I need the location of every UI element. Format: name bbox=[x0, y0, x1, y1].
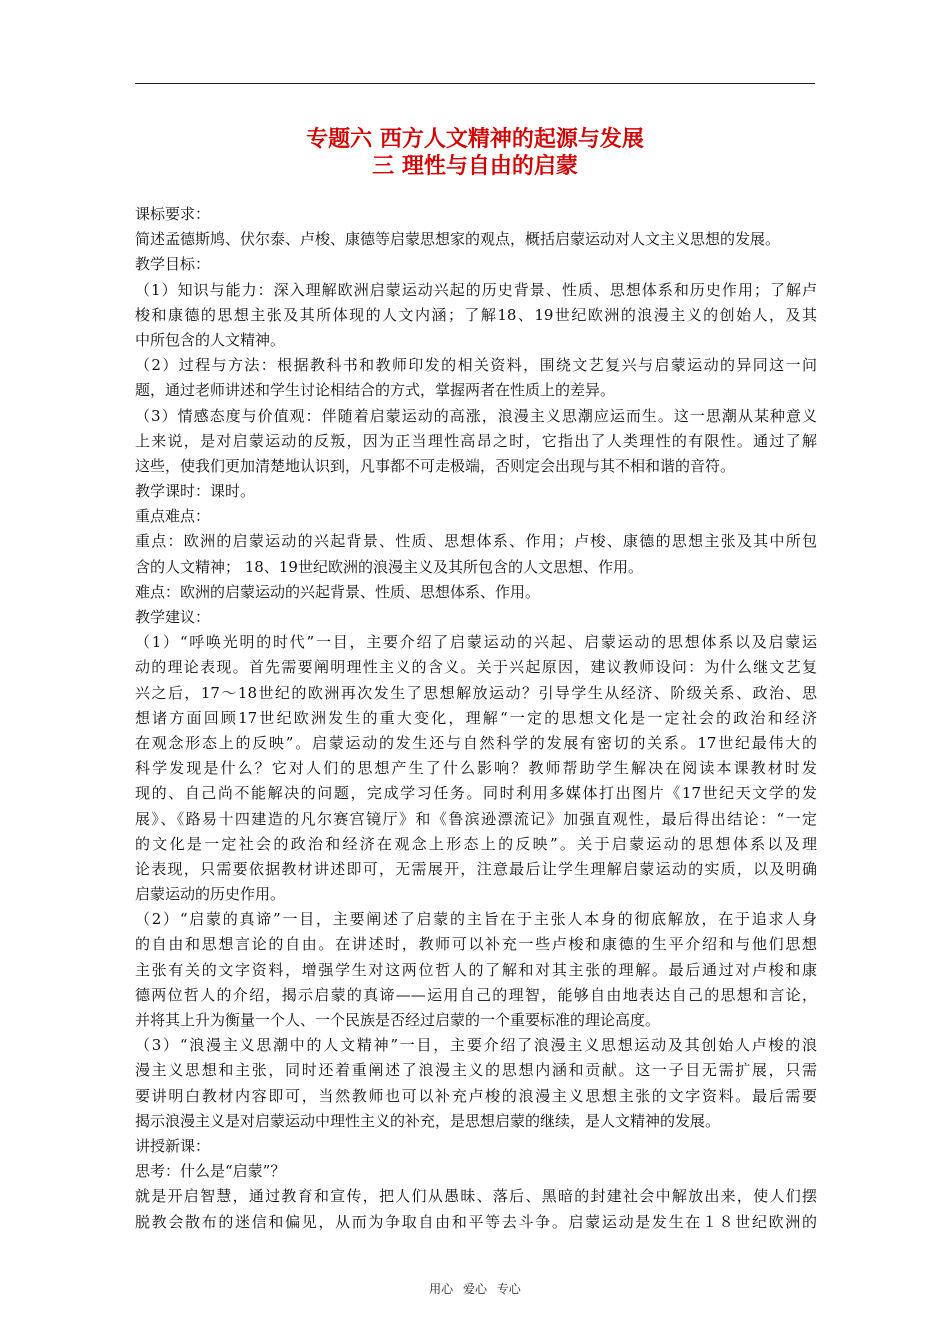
body-line: 想诸方面回顾17世纪欧洲发生的重大变化，理解“一定的思想文化是一定社会的政治和经济 bbox=[135, 708, 817, 727]
body-line: （2）“启蒙的真谛”一目，主要阐述了启蒙的主旨在于主张人本身的彻底解放，在于追求人身 bbox=[135, 910, 817, 929]
body-line: 重点难点： bbox=[135, 507, 211, 526]
body-line: 课标要求： bbox=[135, 205, 211, 223]
body-line: 这些，使我们更加清楚地认识到，凡事都不可走极端，否则定会出现与其不相和谐的音符。 bbox=[135, 456, 736, 475]
body-line: 题，通过老师讲述和学生讨论相结合的方式，掌握两者在性质上的差异。 bbox=[135, 381, 616, 400]
body-line: 德两位哲人的介绍，揭示启蒙的真谛——运用自己的理智，能够自由地表达自己的思想和言论， bbox=[135, 985, 817, 1004]
body-line: 揭示浪漫主义是对启蒙运动中理性主义的补充，是思想启蒙的继续，是人文精神的发展。 bbox=[135, 1111, 721, 1130]
body-line: 教学课时：课时。 bbox=[135, 482, 256, 501]
body-line: 在观念形态上的反映”。启蒙运动的发生还与自然科学的发展有密切的关系。17世纪最伟大的 bbox=[135, 733, 817, 752]
body-line: 思考：什么是“启蒙”？ bbox=[135, 1162, 286, 1181]
document-subtitle: 三 理性与自由的启蒙 bbox=[372, 154, 578, 179]
page-footer: 用心 爱心 专心 bbox=[429, 1282, 521, 1296]
body-line: 科学发现是什么？它对人们的思想产生了什么影响？教师帮助学生解决在阅读本课教材时发 bbox=[135, 759, 817, 778]
body-line: 重点：欧洲的启蒙运动的兴起背景、性质、思想体系、作用；卢梭、康德的思想主张及其中所包 bbox=[135, 532, 817, 551]
body-line: （3）情感态度与价值观：伴随着启蒙运动的高涨，浪漫主义思潮应运而生。这一思潮从某种意义 bbox=[135, 406, 817, 425]
body-line: 动的理论表现。首先需要阐明理性主义的含义。关于兴起原因，建议教师设问：为什么继文艺复 bbox=[135, 658, 817, 677]
body-line: 梭和康德的思想主张及其所体现的人文内涵；了解18、19世纪欧洲的浪漫主义的创始人，及其 bbox=[135, 305, 817, 324]
body-line: 现的、自己尚不能解决的问题，完成学习任务。同时利用多媒体打出图片《17世纪天文学的发 bbox=[135, 784, 817, 803]
body-line: 讲授新课： bbox=[135, 1136, 211, 1155]
body-line: 要讲明白教材内容即可，当然教师也可以补充卢梭的浪漫主义思想主张的文字资料。最后需要 bbox=[135, 1086, 817, 1105]
body-line: 中所包含的人文精神。 bbox=[135, 330, 286, 349]
body-line: 含的人文精神； 18、19世纪欧洲的浪漫主义及其所包含的人文思想、作用。 bbox=[135, 557, 643, 576]
body-line: 兴之后，17～18世纪的欧洲再次发生了思想解放运动？引导学生从经济、阶级关系、政治、思 bbox=[135, 683, 817, 702]
header-rule bbox=[135, 83, 815, 84]
body-line: 教学建议： bbox=[135, 608, 211, 626]
body-line: 上来说，是对启蒙运动的反叛，因为正当理性高昂之时，它指出了人类理性的有限性。通过了解 bbox=[135, 431, 817, 450]
body-line: 的文化是一定社会的政治和经济在观念上形态上的反映”。关于启蒙运动的思想体系以及理 bbox=[135, 834, 817, 853]
body-line: （2）过程与方法：根据教科书和教师印发的相关资料，围绕文艺复兴与启蒙运动的异同这一问 bbox=[135, 356, 817, 375]
document-title: 专题六 西方人文精神的起源与发展 bbox=[306, 127, 644, 152]
body-line: 难点：欧洲的启蒙运动的兴起背景、性质、思想体系、作用。 bbox=[135, 582, 541, 601]
body-line: （1）“呼唤光明的时代”一目，主要介绍了启蒙运动的兴起、启蒙运动的思想体系以及启蒙运 bbox=[135, 633, 817, 652]
body-line: 教学目标： bbox=[135, 255, 211, 274]
body-line: 并将其上升为衡量一个人、一个民族是否经过启蒙的一个重要标准的理论高度。 bbox=[135, 1011, 661, 1029]
document-body bbox=[135, 202, 817, 1235]
body-line: 简述孟德斯鸠、伏尔泰、卢梭、康德等启蒙思想家的观点，概括启蒙运动对人文主义思想的发展。 bbox=[135, 230, 781, 249]
body-line: 启蒙运动的历史作用。 bbox=[135, 885, 286, 904]
body-line: 展》、《路易十四建造的凡尔赛宫镜厅》和《鲁滨逊漂流记》加强直观性，最后得出结论：“一定 bbox=[135, 809, 817, 828]
body-line: 漫主义思想和主张，同时还着重阐述了浪漫主义的思想内涵和贡献。这一子目无需扩展，只需 bbox=[135, 1061, 817, 1080]
body-line: 就是开启智慧，通过教育和宣传，把人们从愚昧、落后、黑暗的封建社会中解放出来，使人们摆 bbox=[135, 1187, 817, 1206]
body-line: 主张有关的文字资料，增强学生对这两位哲人的了解和对其主张的理解。最后通过对卢梭和康 bbox=[135, 960, 817, 979]
body-line: （3）“浪漫主义思潮中的人文精神”一目，主要介绍了浪漫主义思想运动及其创始人卢梭的浪 bbox=[135, 1036, 817, 1055]
body-line: 脱教会散布的迷信和偏见，从而为争取自由和平等去斗争。启蒙运动是发生在１８世纪欧洲的 bbox=[135, 1212, 817, 1231]
body-line: （1）知识与能力：深入理解欧洲启蒙运动兴起的历史背景、性质、思想体系和历史作用；了解卢 bbox=[135, 280, 817, 299]
body-line: 论表现，只需要依据教材讲述即可，无需展开，注意最后让学生理解启蒙运动的实质，以及明确 bbox=[135, 859, 817, 878]
body-line: 的自由和思想言论的自由。在讲述时，教师可以补充一些卢梭和康德的生平介绍和与他们思想 bbox=[135, 935, 817, 954]
